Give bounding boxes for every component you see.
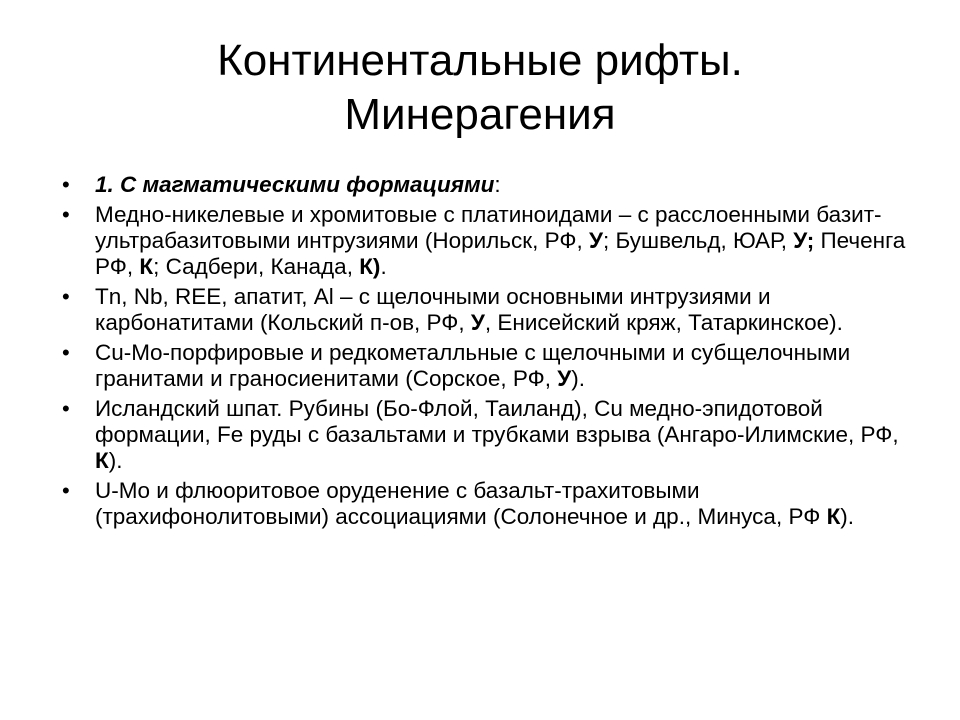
bullet-icon: •: [62, 172, 70, 197]
bullet-list: [62, 172, 914, 534]
bullet-text-part: У: [557, 366, 572, 391]
bullet-text-part: ; Бушвельд, ЮАР,: [603, 228, 794, 253]
bullet-text-part: ).: [571, 366, 586, 391]
bullet-text-part: К): [359, 254, 381, 279]
bullet-text-part: ).: [108, 448, 123, 473]
bullet-item: [62, 340, 914, 392]
bullet-text-part: У: [470, 310, 485, 335]
bullet-text-part: У: [589, 228, 603, 253]
bullet-text-part: .: [380, 254, 387, 279]
bullet-icon: •: [62, 340, 70, 365]
bullet-text-part: ).: [840, 504, 855, 529]
bullet-item: [62, 396, 914, 474]
bullet-item: [62, 172, 914, 198]
bullet-icon: •: [62, 202, 70, 227]
bullet-text-part: Cu-Mo-порфировые и редкометалльные с щелочными и субщелочными гранитами и граносиенитами (Сорское, РФ,: [95, 340, 851, 391]
bullet-text-part: У;: [793, 228, 815, 253]
bullet-icon: •: [62, 478, 70, 503]
bullet-item: [62, 284, 914, 336]
bullet-text-part: К: [95, 448, 109, 473]
bullet-icon: •: [62, 284, 70, 309]
bullet-text-part: К: [139, 254, 154, 279]
bullet-text-part: Исландский шпат. Рубины (Бо-Флой, Таиланд), Cu медно-эпидотовой формации, Fe руды с базальтами и трубками взрыва (Ангаро-Илимские, РФ,: [95, 396, 899, 447]
slide-title-line-1: Континентальные рифты.: [217, 36, 743, 85]
slide-title-line-2: Минерагения: [344, 90, 616, 139]
bullet-text-part: , Енисейский кряж, Татаркинское).: [484, 310, 843, 335]
bullet-text: [95, 478, 854, 529]
bullet-text: [95, 396, 899, 473]
bullet-icon: •: [62, 396, 70, 421]
bullet-text-part: :: [494, 172, 501, 197]
bullet-item: [62, 478, 914, 530]
bullet-text-part: 1. С магматическими формациями: [95, 172, 495, 197]
bullet-text-part: ; Садбери, Канада,: [153, 254, 360, 279]
slide-title: [60, 34, 900, 142]
bullet-item: [62, 202, 914, 280]
bullet-text-part: Печенга РФ,: [95, 228, 906, 279]
bullet-text-part: Tn, Nb, REE, апатит, Al – с щелочными основными интрузиями и карбонатитами (Кольский п-ов, РФ,: [95, 284, 771, 335]
bullet-text-part: Медно-никелевые и хромитовые с платиноидами – с расслоенными базит-ультрабазитовыми интрузиями (Норильск, РФ,: [95, 202, 882, 253]
bullet-text: [95, 284, 843, 335]
bullet-text-part: U-Mo и флюоритовое оруденение с базальт-трахитовыми (трахифонолитовыми) ассоциациями (Солонечное и др., Минуса, РФ: [95, 478, 827, 529]
bullet-text: [95, 172, 501, 197]
bullet-text: [95, 202, 905, 279]
bullet-text-part: К: [826, 504, 841, 529]
bullet-text: [95, 340, 850, 391]
